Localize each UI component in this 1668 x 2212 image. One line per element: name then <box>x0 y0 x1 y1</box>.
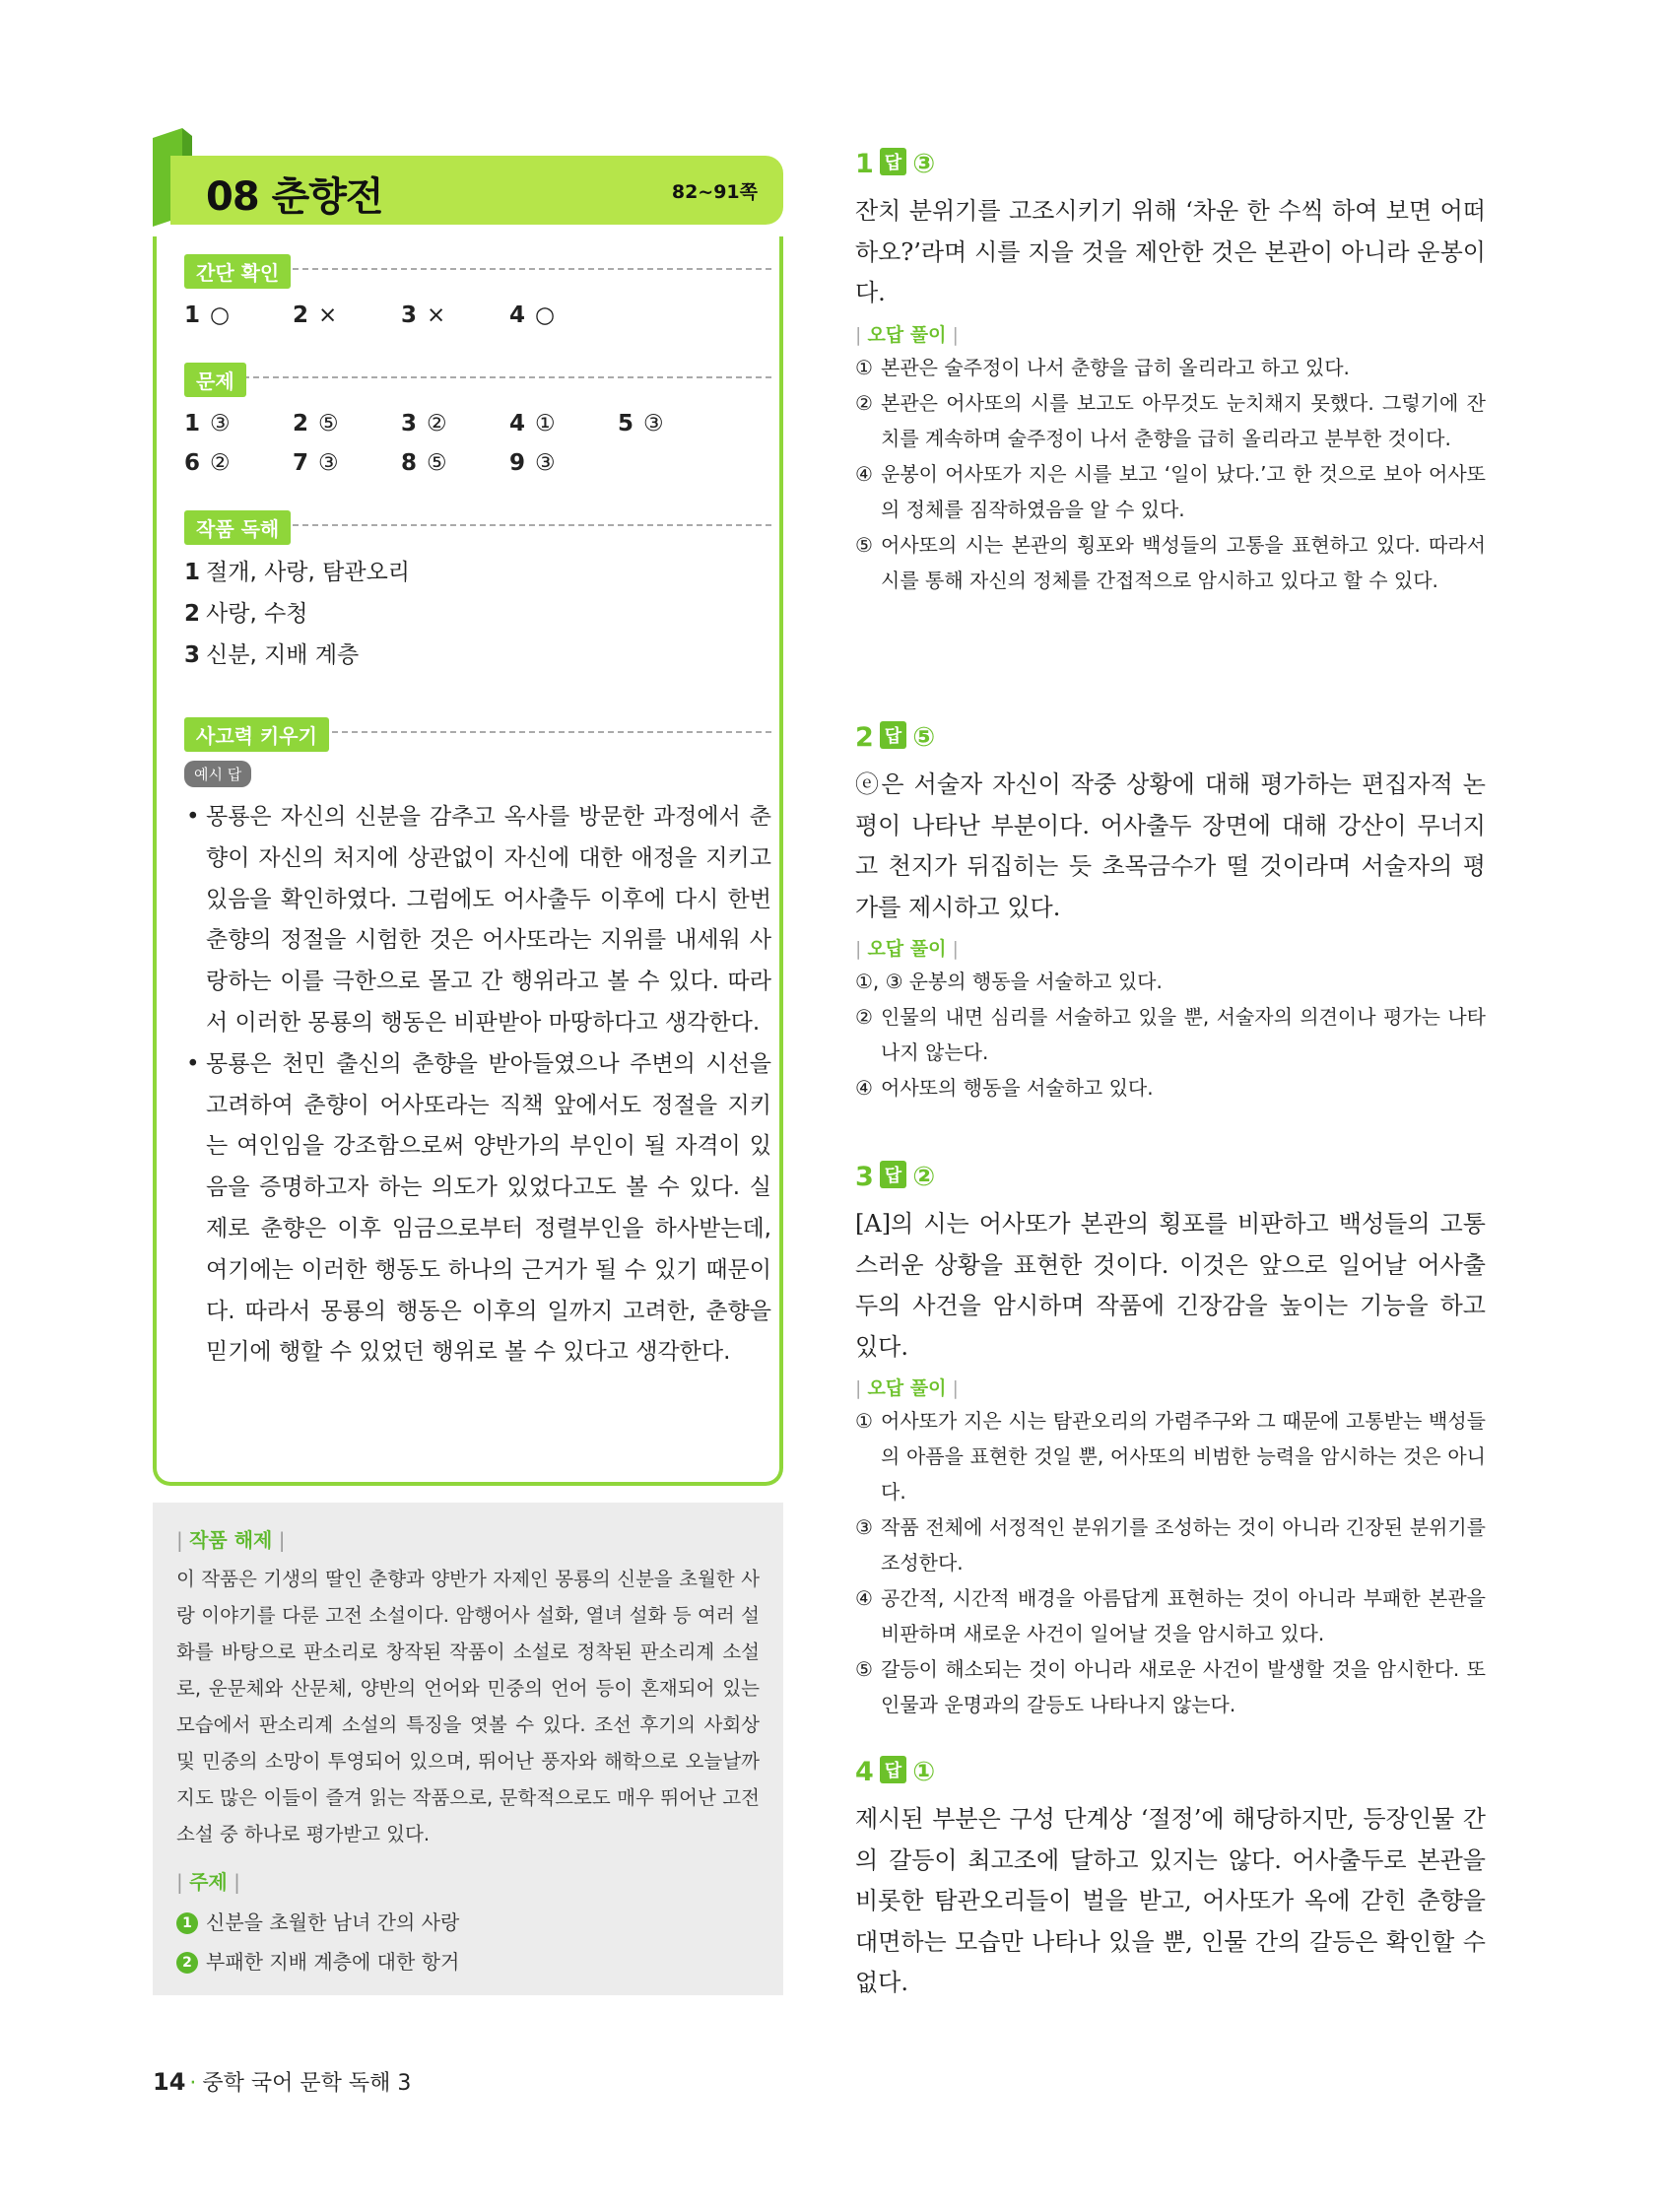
choice-number: ④ <box>855 1076 873 1100</box>
answer-item <box>401 404 509 443</box>
correct-answer: ② <box>912 1162 936 1192</box>
theme-label: 주제 <box>189 1870 228 1894</box>
wrong-answer-item <box>855 999 1486 1070</box>
reading-number: 1 <box>184 560 201 585</box>
choice-number: ② <box>855 1005 873 1029</box>
answer-item <box>293 296 401 335</box>
answer-item <box>618 404 726 443</box>
wrong-answer-item <box>855 1651 1486 1722</box>
answer-number: 9 <box>509 450 526 476</box>
wrong-answer-item <box>855 350 1486 385</box>
answer-badge: 답 <box>880 148 906 175</box>
wrong-answer-item <box>855 1070 1486 1106</box>
question-heading <box>855 721 1486 765</box>
choice-explanation: 운봉의 행동을 서술하고 있다. <box>908 970 1163 993</box>
page-number: 14 <box>153 2068 186 2096</box>
thinking-section <box>184 717 771 1374</box>
thinking-label: 사고력 키우기 <box>184 717 329 752</box>
answer-item <box>184 443 293 483</box>
answer-number: 3 <box>401 302 418 328</box>
answer-number: 1 <box>184 302 201 328</box>
quick-check-label: 간단 확인 <box>184 254 291 289</box>
answer-number: 3 <box>401 411 418 436</box>
choice-number: ① <box>855 1409 873 1433</box>
answer-item <box>509 296 618 335</box>
reading-number: 3 <box>184 642 201 668</box>
explanation-block <box>855 1756 1486 2004</box>
wrong-answer-item <box>855 1403 1486 1509</box>
answer-item <box>509 404 618 443</box>
reading-section <box>184 510 771 676</box>
wrong-answer-item <box>855 456 1486 527</box>
choice-number: ① <box>855 355 873 379</box>
choice-explanation: 작품 전체에 서정적인 분위기를 조성하는 것이 아니라 긴장된 분위기를 조성한다. <box>881 1515 1486 1575</box>
footer-dot-icon: · <box>189 2071 197 2096</box>
choice-number: ② <box>855 390 873 415</box>
theme-number-icon: 1 <box>176 1912 198 1934</box>
choice-explanation: 갈등이 해소되는 것이 아니라 새로운 사건이 발생할 것을 암시한다. 또 인물과 운명과의 갈등도 나타나지 않는다. <box>881 1657 1486 1716</box>
answer-item <box>184 404 293 443</box>
answer-value: ② <box>427 411 447 436</box>
choice-explanation: 공간적, 시간적 배경을 아름답게 표현하는 것이 아니라 부패한 본관을 비판하며 새로운 사건이 일어날 것을 암시하고 있다. <box>881 1586 1486 1645</box>
answer-box <box>153 236 783 1486</box>
answer-number: 1 <box>184 411 201 436</box>
question-number: 3 <box>855 1162 874 1192</box>
choice-explanation: 본관은 술주정이 나서 춘향을 급히 올리라고 하고 있다. <box>881 355 1350 379</box>
answer-value: × <box>318 302 338 328</box>
explanation-text: 제시된 부분은 구성 단계상 ‘절정’에 해당하지만, 등장인물 간의 갈등이 최고조에 달하고 있지는 않다. 어사출두로 본관을 비롯한 탐관오리들이 벌을 받고, 어사또가 옥에 갇힌 춘향을 대면하는 모습만 나타나 있을 뿐, 인물 간의 갈등은 확인할 수 없다. <box>855 1805 1486 1996</box>
explanation-block <box>855 721 1486 1106</box>
wrong-answer-item <box>855 1509 1486 1580</box>
reading-text: 사랑, 수청 <box>206 601 308 627</box>
question-heading <box>855 148 1486 191</box>
explanation-block <box>855 1161 1486 1722</box>
choice-explanation: 인물의 내면 심리를 서술하고 있을 뿐, 서술자의 의견이나 평가는 나타나지 않는다. <box>881 1005 1486 1064</box>
wrong-answer-item <box>855 385 1486 456</box>
quick-check-section <box>184 254 771 335</box>
reading-label: 작품 독해 <box>184 510 291 545</box>
answer-number: 2 <box>293 411 309 436</box>
answer-item <box>401 296 509 335</box>
answer-value: ① <box>535 411 556 436</box>
thinking-bullets <box>184 797 771 1374</box>
page-range: 82~91쪽 <box>671 181 758 203</box>
question-heading <box>855 1756 1486 1799</box>
choice-explanation: 어사또의 시는 본관의 횡포와 백성들의 고통을 표현하고 있다. 따라서 시를 통해 자신의 정체를 간접적으로 암시하고 있다고 할 수 있다. <box>881 532 1486 592</box>
reading-answers <box>184 552 771 676</box>
theme-item <box>176 1903 760 1942</box>
answer-value: × <box>427 302 446 328</box>
answer-number: 4 <box>509 302 526 328</box>
answer-number: 8 <box>401 450 418 476</box>
wrong-answer-item <box>855 964 1486 999</box>
thinking-bullet: • 몽룡은 자신의 신분을 감추고 옥사를 방문한 과정에서 춘향이 자신의 처지에 상관없이 자신에 대한 애정을 지키고 있음을 확인하였다. 그럼에도 어사출두 이후에 다시 한번 춘향의 정절을 시험한 것은 어사또라는 지위를 내세워 사랑하는 이를 극한으로 몰고 간 행위라고 볼 수 있다. 따라서 이러한 몽룡의 행동은 비판받아 마땅하다고 생각한다. <box>184 797 771 1044</box>
answer-value: ③ <box>318 450 339 476</box>
reading-item <box>184 552 771 593</box>
reading-text: 신분, 지배 계층 <box>206 642 360 668</box>
answer-badge: 답 <box>880 1161 906 1188</box>
choice-explanation: 본관은 어사또의 시를 보고도 아무것도 눈치채지 못했다. 그렇기에 잔치를 계속하며 술주정이 나서 춘향을 급히 올리라고 분부한 것이다. <box>881 390 1486 450</box>
unit-title: 08 춘향전 <box>206 174 383 220</box>
commentary-text: 이 작품은 기생의 딸인 춘향과 양반가 자제인 몽룡의 신분을 초월한 사랑 이야기를 다룬 고전 소설이다. 암행어사 설화, 열녀 설화 등 여러 설화를 바탕으로 판소리로 창작된 작품이 소설로 정착된 판소리계 소설로, 운문체와 산문체, 양반의 언어와 민중의 언어 등이 혼재되어 있는 모습에서 판소리계 소설의 특징을 엿볼 수 있다. 조선 후기의 사회상 및 민중의 소망이 투영되어 있으며, 뛰어난 풍자와 해학으로 오늘날까지도 많은 이들이 즐겨 읽는 작품으로, 문학적으로도 매우 뛰어난 고전 소설 중 하나로 평가받고 있다. <box>176 1568 760 1845</box>
question-number: 4 <box>855 1757 874 1787</box>
answer-badge: 답 <box>880 1756 906 1783</box>
reading-text: 절개, 사랑, 탐관오리 <box>206 560 411 585</box>
answer-number: 7 <box>293 450 309 476</box>
commentary-label: 작품 해제 <box>189 1528 273 1552</box>
answer-value: ⑤ <box>427 450 447 476</box>
answer-value: ⑤ <box>318 411 339 436</box>
correct-answer: ⑤ <box>912 722 936 753</box>
answer-number: 2 <box>293 302 309 328</box>
page-footer <box>153 2066 411 2097</box>
theme-text: 신분을 초월한 남녀 간의 사랑 <box>206 1910 460 1934</box>
wrong-answer-heading: | 오답 풀이 | <box>855 323 959 346</box>
theme-number-icon: 2 <box>176 1952 198 1974</box>
choice-number: ①, ③ <box>855 970 903 993</box>
answer-value: ③ <box>535 450 556 476</box>
correct-answer: ③ <box>912 149 936 179</box>
answer-value: ○ <box>210 302 231 328</box>
answer-item <box>184 296 293 335</box>
problems-section <box>184 363 771 483</box>
correct-answer: ① <box>912 1757 936 1787</box>
example-answer-tag: 예시 답 <box>184 761 251 787</box>
choice-number: ④ <box>855 461 873 486</box>
wrong-answer-heading: | 오답 풀이 | <box>855 938 959 960</box>
choice-explanation: 어사또가 지은 시는 탐관오리의 가렴주구와 그 때문에 고통받는 백성들의 아픔을 표현한 것일 뿐, 어사또의 비범한 능력을 암시하는 것은 아니다. <box>881 1409 1486 1504</box>
quick-check-answers <box>184 296 771 335</box>
answer-value: ○ <box>535 302 556 328</box>
reading-item <box>184 593 771 635</box>
commentary-box: | 작품 해제 | 이 작품은 기생의 딸인 춘향과 양반가 자제인 몽룡의 신분을 초월한 사랑 이야기를 다룬 고전 소설이다. 암행어사 설화, 열녀 설화 등 여러 설화를 바탕으로 판소리로 창작된 작품이 소설로 정착된 판소리계 소설로, 운문체와 산문체, 양반의 언어와 민중의 언어 등이 혼재되어 있는 모습에서 판소리계 소설의 특징을 엿볼 수 있다. 조선 후기의 사회상 및 민중의 소망이 투영되어 있으며, 뛰어난 풍자와 해학으로 오늘날까지도 많은 이들이 즐겨 읽는 작품으로, 문학적으로도 매우 뛰어난 고전 소설 중 하나로 평가받고 있다. | 주제 | 1 신분을 초월한 남녀 간의 사랑 2 부패한 지배 계층에 대한 항거 <box>153 1503 783 1995</box>
answer-item <box>293 404 401 443</box>
answer-value: ③ <box>210 411 231 436</box>
thinking-bullet: • 몽룡은 천민 출신의 춘향을 받아들였으나 주변의 시선을 고려하여 춘향이 어사또라는 직책 앞에서도 정절을 지키는 여인임을 강조함으로써 양반가의 부인이 될 자격이 있음을 증명하고자 하는 의도가 있었다고도 볼 수 있다. 실제로 춘향은 이후 임금으로부터 정렬부인을 하사받는데, 여기에는 이러한 행동도 하나의 근거가 될 수 있기 때문이다. 따라서 몽룡의 행동은 이후의 일까지 고려한, 춘향을 믿기에 행할 수 있었던 행위로 볼 수 있다고 생각한다. <box>184 1044 771 1374</box>
problems-label: 문제 <box>184 363 246 397</box>
answer-number: 6 <box>184 450 201 476</box>
book-title: 중학 국어 문학 독해 3 <box>202 2071 412 2096</box>
problems-answers <box>184 404 771 483</box>
explanation-text: ⓔ은 서술자 자신이 작중 상황에 대해 평가하는 편집자적 논평이 나타난 부분이다. 어사출두 장면에 대해 강산이 무너지고 천지가 뒤집히는 듯 초목금수가 떨 것이라며 서술자의 평가를 제시하고 있다. <box>855 771 1486 921</box>
choice-number: ④ <box>855 1586 873 1610</box>
explanation-text: 잔치 분위기를 고조시키기 위해 ‘차운 한 수씩 하여 보면 어떠하오?’라며 시를 지을 것을 제안한 것은 본관이 아니라 운봉이다. <box>855 197 1486 306</box>
explanation-block <box>855 148 1486 598</box>
wrong-answer-item <box>855 1580 1486 1651</box>
wrong-answer-label: 오답 풀이 <box>867 938 947 960</box>
answer-badge: 답 <box>880 721 906 749</box>
choice-number: ③ <box>855 1515 873 1539</box>
answer-number: 5 <box>618 411 634 436</box>
choice-number: ⑤ <box>855 1657 873 1681</box>
wrong-answer-label: 오답 풀이 <box>867 323 947 346</box>
answer-item <box>401 443 509 483</box>
answer-item <box>293 443 401 483</box>
theme-text: 부패한 지배 계층에 대한 항거 <box>206 1950 460 1974</box>
answer-number: 4 <box>509 411 526 436</box>
answer-item <box>509 443 618 483</box>
wrong-answer-heading: | 오답 풀이 | <box>855 1377 959 1399</box>
answer-value: ② <box>210 450 231 476</box>
question-heading <box>855 1161 1486 1204</box>
explanation-text: [A]의 시는 어사또가 본관의 횡포를 비판하고 백성들의 고통스러운 상황을 표현한 것이다. 이것은 앞으로 일어날 어사출두의 사건을 암시하며 작품에 긴장감을 높이는 기능을 하고 있다. <box>855 1210 1486 1361</box>
wrong-answer-label: 오답 풀이 <box>867 1377 947 1399</box>
answer-value: ③ <box>643 411 664 436</box>
question-number: 1 <box>855 149 874 179</box>
reading-item <box>184 635 771 676</box>
choice-explanation: 운봉이 어사또가 지은 시를 보고 ‘일이 났다.’고 한 것으로 보아 어사또의 정체를 짐작하였음을 알 수 있다. <box>881 461 1486 521</box>
choice-explanation: 어사또의 행동을 서술하고 있다. <box>881 1076 1154 1100</box>
unit-header <box>170 156 783 225</box>
choice-number: ⑤ <box>855 532 873 557</box>
reading-number: 2 <box>184 601 201 627</box>
theme-item <box>176 1942 760 1981</box>
wrong-answer-item <box>855 527 1486 598</box>
question-number: 2 <box>855 722 874 753</box>
